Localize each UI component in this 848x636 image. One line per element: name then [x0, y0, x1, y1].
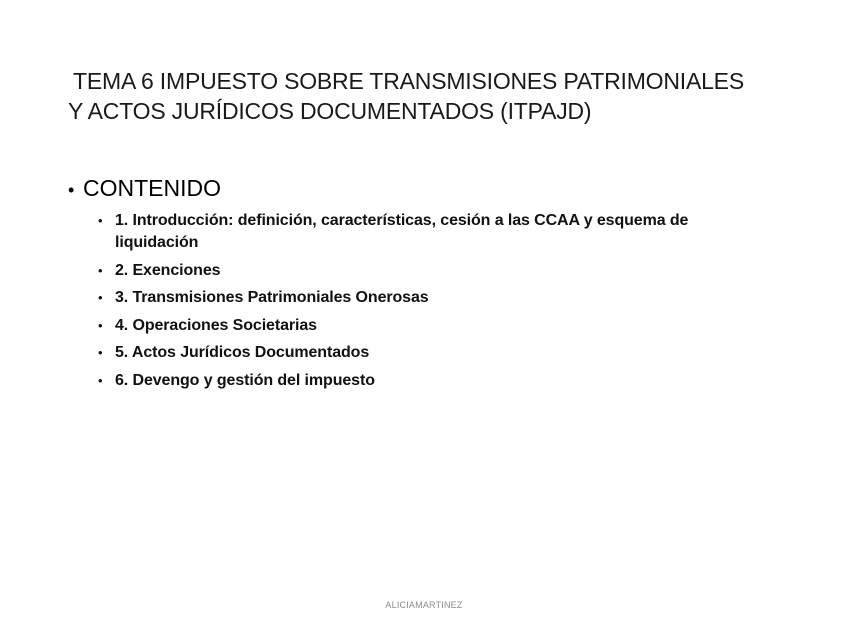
- bullet-icon: •: [98, 317, 103, 333]
- slide-title: [68, 66, 808, 126]
- bullet-icon: •: [98, 262, 103, 278]
- list-item: [98, 260, 758, 282]
- list-item-text: 1. Introducción: definición, características, cesión a las CCAA y esquema de liquidación: [115, 212, 689, 251]
- list-item: [98, 342, 758, 364]
- list-item: [98, 370, 758, 392]
- list-item-text: 4. Operaciones Societarias: [115, 316, 317, 334]
- contents-list: [98, 210, 758, 392]
- bullet-icon: •: [98, 345, 103, 360]
- list-item-text: 3. Transmisiones Patrimoniales Onerosas: [115, 289, 429, 306]
- bullet-icon: •: [98, 213, 103, 228]
- section-heading-text: CONTENIDO: [83, 175, 221, 201]
- bullet-icon: •: [68, 180, 75, 200]
- slide-footer: ALICIAMARTINEZ: [385, 600, 463, 610]
- list-item: [98, 287, 758, 309]
- contents-section: [68, 172, 788, 397]
- list-item-text: 6. Devengo y gestión del impuesto: [115, 371, 375, 389]
- list-item-text: 5. Actos Jurídicos Documentados: [115, 344, 370, 361]
- list-item-text: 2. Exenciones: [115, 261, 221, 279]
- list-item: [98, 210, 758, 254]
- list-item: [98, 315, 758, 337]
- bullet-icon: •: [98, 372, 103, 388]
- section-heading: [68, 172, 788, 206]
- bullet-icon: •: [98, 290, 103, 305]
- title-line-2: Y ACTOS JURÍDICOS DOCUMENTADOS (ITPAJD): [68, 98, 592, 124]
- title-line-1: TEMA 6 IMPUESTO SOBRE TRANSMISIONES PATRIMONIALES: [73, 68, 744, 94]
